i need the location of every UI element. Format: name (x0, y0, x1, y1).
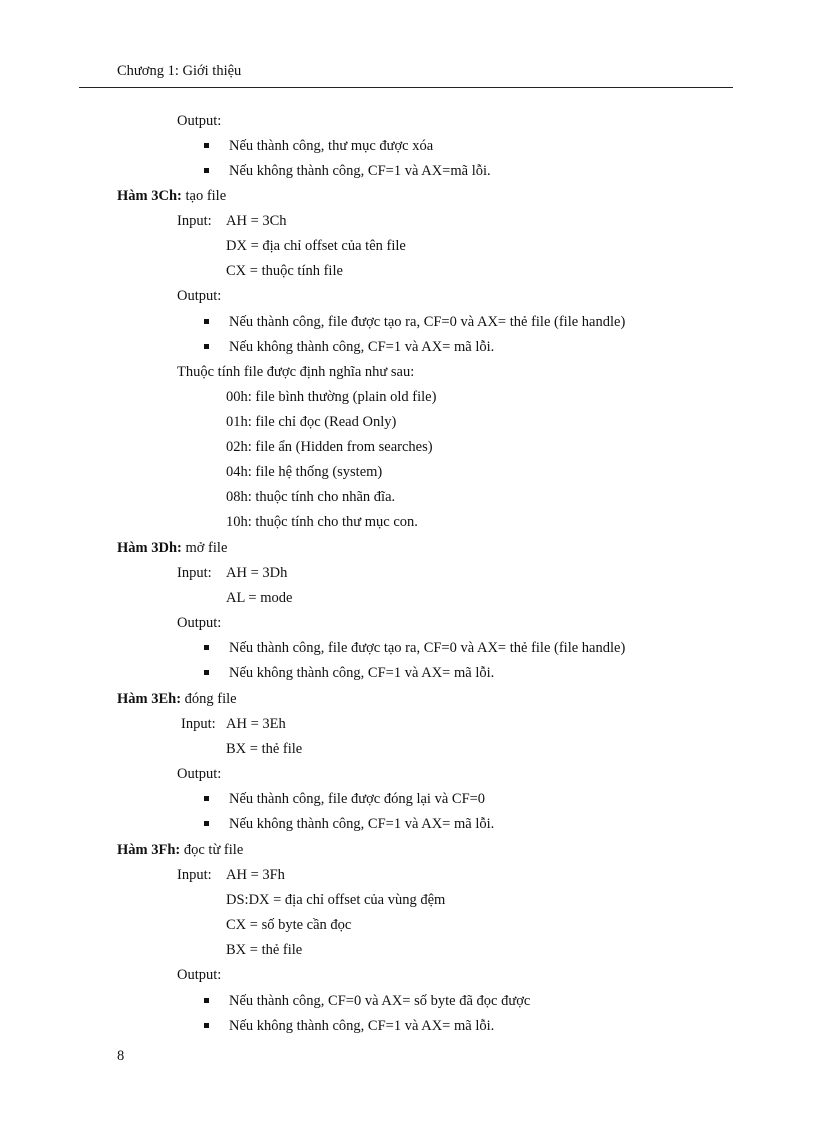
input-label: Input: (181, 716, 216, 732)
output-label: Output: (177, 113, 222, 129)
input-param: CX = số byte cần đọc (226, 917, 352, 933)
bullet-icon (204, 143, 209, 148)
attribute-item: 08h: thuộc tính cho nhãn đĩa. (226, 489, 396, 505)
bullet-icon (204, 998, 209, 1003)
page-number: 8 (117, 1048, 125, 1064)
input-param: BX = thẻ file (226, 942, 303, 958)
function-description: đọc từ file (180, 842, 244, 858)
input-label: Input: (177, 213, 212, 229)
input-param: AH = 3Eh (226, 716, 286, 732)
bullet-icon (204, 344, 209, 349)
input-param: DX = địa chỉ offset của tên file (226, 238, 406, 254)
input-param: AH = 3Ch (226, 213, 287, 229)
bullet-icon (204, 645, 209, 650)
input-param: AL = mode (226, 590, 293, 606)
function-description: tạo file (181, 188, 227, 204)
function-heading-3ch (117, 186, 226, 206)
input-param: CX = thuộc tính file (226, 263, 343, 279)
input-label: Input: (177, 565, 212, 581)
output-label: Output: (177, 766, 222, 782)
list-item-text: Nếu thành công, CF=0 và AX= số byte đã đọc được (229, 993, 531, 1009)
attribute-item: 10h: thuộc tính cho thư mục con. (226, 514, 418, 530)
list-item-text: Nếu không thành công, CF=1 và AX= mã lỗi. (229, 339, 495, 355)
list-item-text: Nếu thành công, file được tạo ra, CF=0 và AX= thẻ file (file handle) (229, 314, 626, 330)
function-name: Hàm 3Fh: (117, 842, 181, 858)
bullet-icon (204, 168, 209, 173)
function-name: Hàm 3Dh: (117, 540, 182, 556)
list-item-text: Nếu thành công, file được đóng lại và CF=0 (229, 791, 486, 807)
function-name: Hàm 3Ch: (117, 188, 182, 204)
header-divider (79, 87, 733, 88)
list-item-text: Nếu thành công, file được tạo ra, CF=0 và AX= thẻ file (file handle) (229, 640, 626, 656)
attribute-item: 01h: file chỉ đọc (Read Only) (226, 414, 397, 430)
output-label: Output: (177, 615, 222, 631)
bullet-icon (204, 1023, 209, 1028)
list-item-text: Nếu thành công, thư mục được xóa (229, 138, 434, 154)
running-header: Chương 1: Giới thiệu (117, 63, 242, 79)
list-item-text: Nếu không thành công, CF=1 và AX=mã lỗi. (229, 163, 491, 179)
input-param: BX = thẻ file (226, 741, 303, 757)
function-description: mở file (181, 540, 228, 556)
function-name: Hàm 3Eh: (117, 691, 182, 707)
input-param: AH = 3Dh (226, 565, 288, 581)
list-item-text: Nếu không thành công, CF=1 và AX= mã lỗi. (229, 816, 495, 832)
input-label: Input: (177, 867, 212, 883)
function-heading-3fh (117, 840, 243, 860)
list-item-text: Nếu không thành công, CF=1 và AX= mã lỗi. (229, 1018, 495, 1034)
bullet-icon (204, 796, 209, 801)
attribute-item: 04h: file hệ thống (system) (226, 464, 383, 480)
function-heading-3eh (117, 689, 237, 709)
attribute-item: 02h: file ẩn (Hidden from searches) (226, 439, 433, 455)
function-description: đóng file (181, 691, 237, 707)
output-label: Output: (177, 288, 222, 304)
input-param: DS:DX = địa chỉ offset của vùng đệm (226, 892, 446, 908)
output-label: Output: (177, 967, 222, 983)
input-param: AH = 3Fh (226, 867, 285, 883)
bullet-icon (204, 670, 209, 675)
list-item-text: Nếu không thành công, CF=1 và AX= mã lỗi. (229, 665, 495, 681)
function-heading-3dh (117, 538, 227, 558)
attribute-item: 00h: file bình thường (plain old file) (226, 389, 437, 405)
bullet-icon (204, 319, 209, 324)
attribute-intro: Thuộc tính file được định nghĩa như sau: (177, 364, 415, 380)
bullet-icon (204, 821, 209, 826)
